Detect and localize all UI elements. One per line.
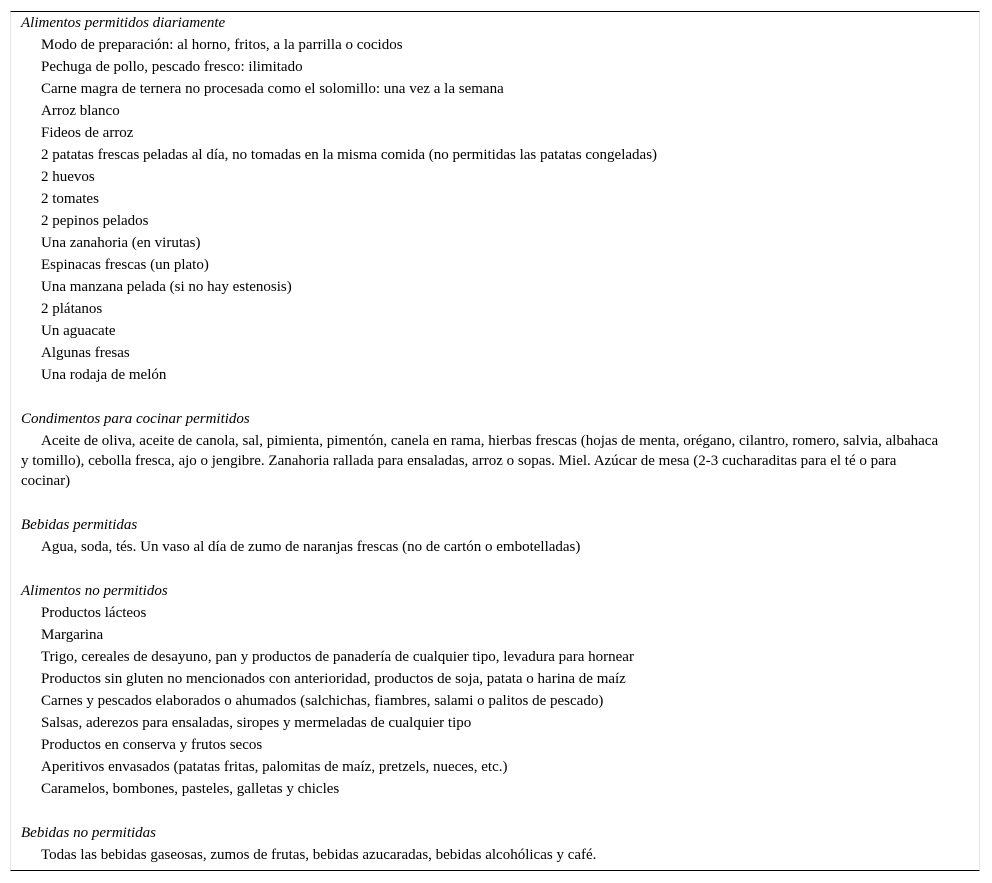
section-spacer <box>21 386 946 408</box>
list-item: Aperitivos envasados (patatas fritas, palomitas de maíz, pretzels, nueces, etc.) <box>41 759 508 775</box>
list-item: 2 tomates <box>41 191 99 207</box>
list-item: Algunas fresas <box>41 345 130 361</box>
list-item: Todas las bebidas gaseosas, zumos de frutas, bebidas azucaradas, bebidas alcohólicas y café. <box>41 847 597 863</box>
condiments-paragraph: Aceite de oliva, aceite de canola, sal, pimienta, pimentón, canela en rama, hierbas frescas (hojas de menta, orégano, cilantro, romero, salvia, albahaca y tomillo), cebolla fresca, ajo o jengibre. Zanahoria rallada para ensaladas, arroz o sopas. Miel. Azúcar de mesa (2-3 cucharaditas para el té o para cocinar) <box>21 433 939 489</box>
list-item: Carnes y pescados elaborados o ahumados (salchichas, fiambres, salami o palitos de pescado) <box>41 693 604 709</box>
list-item: Arroz blanco <box>41 103 120 119</box>
section-spacer <box>21 800 946 822</box>
list-item: Una manzana pelada (si no hay estenosis) <box>41 279 292 295</box>
section-spacer <box>21 492 946 514</box>
section-heading-forbidden-foods: Alimentos no permitidos <box>21 583 168 599</box>
list-item: Productos lácteos <box>41 605 147 621</box>
section-heading-allowed-drinks: Bebidas permitidas <box>21 517 138 533</box>
list-item: Espinacas frescas (un plato) <box>41 257 209 273</box>
list-item: Carne magra de ternera no procesada como el solomillo: una vez a la semana <box>41 81 504 97</box>
list-item: Modo de preparación: al horno, fritos, a la parrilla o cocidos <box>41 37 403 53</box>
diet-table <box>21 12 946 866</box>
section-heading-allowed-condiments: Condimentos para cocinar permitidos <box>21 411 250 427</box>
list-item: Una zanahoria (en virutas) <box>41 235 201 251</box>
section-heading-allowed-daily: Alimentos permitidos diariamente <box>21 15 226 31</box>
list-item: Trigo, cereales de desayuno, pan y productos de panadería de cualquier tipo, levadura para hornear <box>41 649 634 665</box>
list-item: Agua, soda, tés. Un vaso al día de zumo de naranjas frescas (no de cartón o embotelladas) <box>41 539 581 555</box>
list-item: Productos en conserva y frutos secos <box>41 737 263 753</box>
list-item: Fideos de arroz <box>41 125 134 141</box>
list-item: Caramelos, bombones, pasteles, galletas y chicles <box>41 781 340 797</box>
list-item: Una rodaja de melón <box>41 367 167 383</box>
list-item: 2 huevos <box>41 169 95 185</box>
list-item: 2 plátanos <box>41 301 103 317</box>
list-item: 2 patatas frescas peladas al día, no tomadas en la misma comida (no permitidas las patatas congeladas) <box>41 147 658 163</box>
list-item: Salsas, aderezos para ensaladas, siropes y mermeladas de cualquier tipo <box>41 715 472 731</box>
list-item: 2 pepinos pelados <box>41 213 149 229</box>
list-item: Margarina <box>41 627 104 643</box>
list-item: Pechuga de pollo, pescado fresco: ilimitado <box>41 59 303 75</box>
section-spacer <box>21 558 946 580</box>
list-item: Productos sin gluten no mencionados con anterioridad, productos de soja, patata o harina de maíz <box>41 671 626 687</box>
list-item: Un aguacate <box>41 323 116 339</box>
section-heading-forbidden-drinks: Bebidas no permitidas <box>21 825 156 841</box>
